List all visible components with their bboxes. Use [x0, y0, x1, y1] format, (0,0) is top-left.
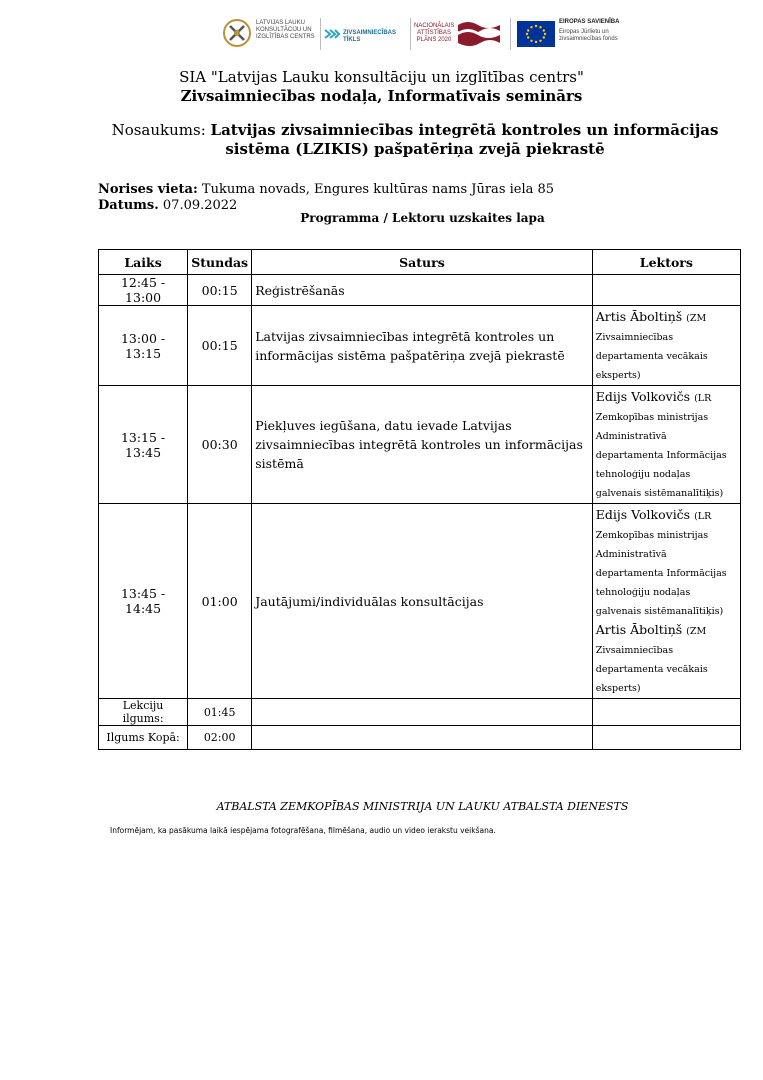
- row-lecturer: [592, 306, 740, 386]
- llkc-logo-text: LATVIJAS LAUKU KONSULTĀCIJU UN IZGLĪTĪBAS CENTRS: [256, 20, 315, 40]
- grand-total-value: 02:00: [188, 726, 252, 750]
- header-content: Saturs: [252, 250, 593, 275]
- date-label: Datums.: [98, 198, 159, 213]
- nap2020-text: NACIONĀLAIS ATTĪSTĪBAS PLĀNS 2020: [414, 23, 455, 43]
- lecture-total-label: Lekciju ilgums:: [99, 699, 188, 726]
- fisheries-network-text: ZIVSAIMNIECĪBAS TĪKLS: [343, 30, 397, 43]
- row-hours: 00:30: [188, 386, 252, 504]
- llkc-emblem-icon: [222, 18, 252, 48]
- row-time: 12:45 - 13:00: [99, 275, 188, 306]
- seminar-name-label: Nosaukums:: [111, 121, 211, 139]
- lecturer-name: Edijs Volkovičs: [595, 507, 691, 522]
- row-time: 13:00 - 13:15: [99, 306, 188, 386]
- table-row: [99, 306, 741, 386]
- row-content: Piekļuves iegūšana, datu ievade Latvijas zivsaimniecības integrētā kontroles un informācijas sistēmā: [252, 386, 593, 504]
- venue-block: [98, 182, 554, 214]
- row-hours: 00:15: [188, 275, 252, 306]
- table-row: [99, 275, 741, 306]
- table-row: [99, 386, 741, 504]
- lecture-total-value: 01:45: [188, 699, 252, 726]
- seminar-name: [95, 121, 735, 159]
- fisheries-network-logo: [324, 14, 406, 54]
- organization-title: SIA "Latvijas Lauku konsultāciju un izglītības centrs": [179, 68, 584, 86]
- nap2020-logo: [414, 14, 506, 54]
- grand-total-label: Ilgums Kopā:: [99, 726, 188, 750]
- lecture-total-row: [99, 699, 741, 726]
- eu-fund-text: Eiropas Jūrlietu un zivsaimniecības fonds: [559, 29, 618, 42]
- eu-flag-icon: [517, 21, 555, 47]
- lecturer-role: (ZM Zivsaimniecības departamenta vecākais eksperts): [595, 626, 708, 694]
- date-value: 07.09.2022: [158, 198, 238, 213]
- eu-title-text: EIROPAS SAVIENĪBA: [559, 19, 620, 25]
- row-hours: 00:15: [188, 306, 252, 386]
- venue-value: Tukuma novads, Engures kultūras nams Jūras iela 85: [197, 182, 555, 197]
- row-lecturer: [592, 386, 740, 504]
- row-content: Jautājumi/individuālas konsultācijas: [252, 504, 593, 699]
- row-lecturer: [592, 504, 740, 699]
- llkc-logo: [222, 14, 317, 54]
- row-lecturer: [592, 275, 740, 306]
- support-statement: ATBALSTA ZEMKOPĪBAS MINISTRIJA UN LAUKU ATBALSTA DIENESTS: [216, 800, 629, 813]
- table-header-row: [99, 250, 741, 275]
- row-time: 13:45 - 14:45: [99, 504, 188, 699]
- program-table: [98, 249, 741, 750]
- lecturer-role: (ZM Zivsaimniecības departamenta vecākais eksperts): [595, 313, 708, 381]
- latvia-flag-ribbon-icon: [456, 19, 502, 47]
- row-content: Reģistrēšanās: [252, 275, 593, 306]
- row-hours: 01:00: [188, 504, 252, 699]
- lecturer-name: Edijs Volkovičs: [595, 389, 691, 404]
- row-time: 13:15 - 13:45: [99, 386, 188, 504]
- grand-total-row: [99, 726, 741, 750]
- table-row: [99, 504, 741, 699]
- logo-strip: [222, 14, 642, 54]
- lecturer-name: Artis Āboltiņš: [595, 309, 683, 324]
- program-title: Programma / Lektoru uzskaites lapa: [300, 211, 545, 225]
- header-time: Laiks: [99, 250, 188, 275]
- lecturer-role: (LR Zemkopības ministrijas Administratīvā departamenta Informācijas tehnoloģiju nodaļas galvenais sistēmanalītiķis): [595, 393, 727, 499]
- fish-network-icon: [324, 26, 340, 42]
- seminar-subtitle: Zivsaimniecības nodaļa, Informatīvais seminārs: [180, 87, 583, 105]
- venue-label: Norises vieta:: [98, 182, 198, 197]
- lecturer-name: Artis Āboltiņš: [595, 622, 683, 637]
- eu-logo: [517, 14, 642, 54]
- lecturer-role: (LR Zemkopības ministrijas Administratīvā departamenta Informācijas tehnoloģiju nodaļas galvenais sistēmanalītiķis): [595, 511, 727, 617]
- header-lecturer: Lektors: [592, 250, 740, 275]
- seminar-name-value: Latvijas zivsaimniecības integrētā kontroles un informācijas sistēma (LZIKIS) pašpatēriņa zvejā piekrastē: [210, 121, 719, 158]
- header-hours: Stundas: [188, 250, 252, 275]
- row-content: Latvijas zivsaimniecības integrētā kontroles un informācijas sistēma pašpatēriņa zvejā piekrastē: [252, 306, 593, 386]
- photo-notice: Informējam, ka pasākuma laikā iespējama fotografēšana, filmēšana, audio un video ierakstu veikšana.: [110, 826, 496, 835]
